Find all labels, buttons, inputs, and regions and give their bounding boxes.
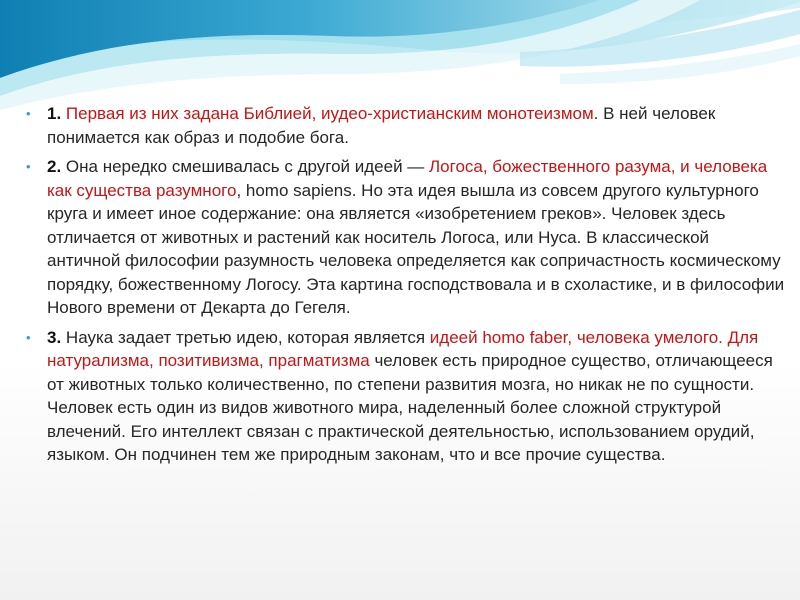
- bullet-item-2: [26, 155, 786, 320]
- bullet-dot-icon: •: [26, 159, 31, 174]
- bullet-number: 2.: [47, 157, 62, 176]
- bullet-item-1: [26, 102, 786, 149]
- highlighted-text: Логоса, божественного разума, и человека как существа разумного: [47, 157, 768, 200]
- bullet-list: [26, 102, 786, 473]
- highlighted-text: Первая из них задана Библией, иудео-христианским монотеизмом: [65, 104, 594, 123]
- body-text: человек есть природное существо, отличающееся от животных только количественно, по степени развития мозга, но никак не по сущности. Человек есть один из видов животного мира, наделенный более сложной структурой влечений. Его интеллект связан с практической деятельностью, использованием орудий, языком. Он подчинен тем же природным законам, что и все прочие существа.: [47, 351, 773, 464]
- body-text: , homo sapiens. Но эта идея вышла из совсем другого культурного круга и имеет иное содержание: она является «изобретением греков». Человек здесь отличается от животных и растений как носитель Логоса, или Нуса. В классической античной философии разумность человека определяется как сопричастность космическому порядку, божественному Логосу. Эта картина господствовала и в схоластике, и в философии Нового времени от Декарта до Гегеля.: [47, 180, 785, 317]
- bullet-item-3: [26, 326, 786, 467]
- body-text: Она нередко смешивалась с другой идеей —: [65, 157, 430, 176]
- bullet-number: 3.: [47, 327, 62, 347]
- highlighted-text: идеей homo faber, человека умелого. Для натурализма, позитивизма, прагматизма: [47, 327, 759, 370]
- wave-header-decoration: [0, 0, 800, 110]
- bullet-number: 1.: [47, 104, 62, 123]
- bullet-dot-icon: •: [26, 329, 31, 345]
- bullet-dot-icon: •: [26, 106, 31, 121]
- body-text: Наука задает третью идею, которая является: [65, 327, 430, 347]
- body-text: . В ней человек понимается как образ и подобие бога.: [47, 104, 716, 147]
